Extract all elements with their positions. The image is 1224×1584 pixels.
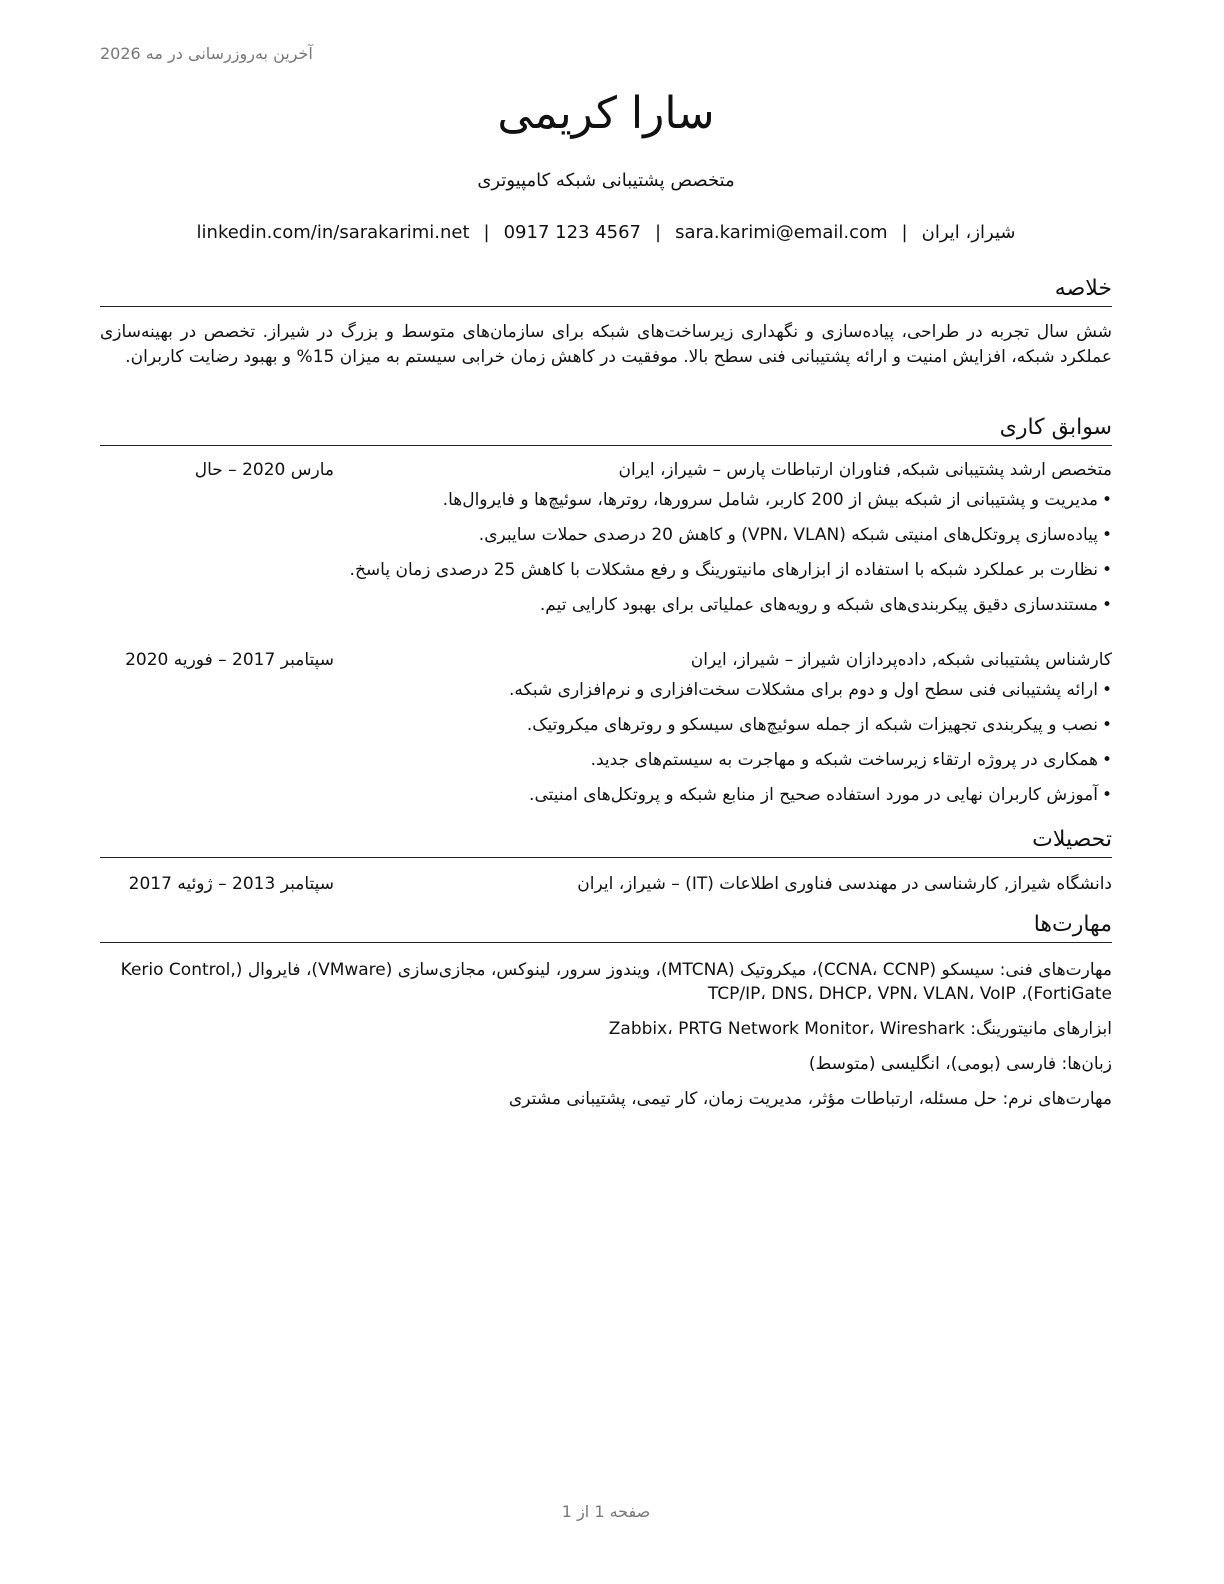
job-title: متخصص ارشد پشتیبانی شبکه, فناوران ارتباطات پارس – شیراز، ایران	[618, 460, 1112, 480]
job-entry-header	[100, 458, 1112, 482]
bullet-icon: •	[1101, 715, 1112, 735]
skills-languages: زبان‌ها: فارسی (بومی)، انگلیسی (متوسط)	[808, 1054, 1112, 1074]
education-dates: سپتامبر 2013 – ژوئیه 2017	[128, 874, 334, 894]
skills-soft: مهارت‌های نرم: حل مسئله، ارتباطات مؤثر، مدیریت زمان، کار تیمی، پشتیبانی مشتری	[508, 1089, 1112, 1109]
contact-separator: |	[483, 222, 490, 243]
job-bullet-text: مستندسازی دقیق پیکربندی‌های شبکه و رویه‌های عملیاتی برای بهبود کارایی تیم.	[539, 595, 1098, 615]
skills-monitoring: ابزارهای مانیتورینگ: Zabbix، PRTG Network Monitor، Wireshark	[608, 1019, 1112, 1039]
bullet-icon: •	[1101, 680, 1112, 700]
summary-text: شش سال تجربه در طراحی، پیاده‌سازی و نگهداری زیرساخت‌های شبکه برای سازمان‌های متوسط و بزرگ در شیراز. تخصص در بهینه‌سازی عملکرد شبکه، افزایش امنیت و ارائه پشتیبانی فنی سطح بالا. موفقیت در کاهش زمان خرابی سیستم به میزان 15% و بهبود رضایت کاربران.	[100, 322, 1112, 367]
job-bullet	[100, 713, 1112, 748]
job-bullet	[100, 523, 1112, 558]
job-bullet	[100, 678, 1112, 713]
summary-heading: خلاصه	[100, 274, 1112, 307]
last-updated-note: آخرین به‌روزرسانی در مه 2026	[100, 44, 313, 63]
job-bullet-text: ارائه پشتیبانی فنی سطح اول و دوم برای مشکلات سخت‌افزاری و نرم‌افزاری شبکه.	[508, 680, 1098, 700]
bullet-icon: •	[1101, 490, 1112, 510]
contact-separator: |	[901, 222, 908, 243]
job-bullet	[100, 593, 1112, 628]
bullet-icon: •	[1101, 750, 1112, 770]
skills-technical: مهارت‌های فنی: سیسکو (CCNA، CCNP)، میکروتیک (MTCNA)، ویندوز سرور، لینوکس، مجازی‌سازی (VMware)، فایروال (Kerio Control, FortiGate)، TCP/IP، DNS، DHCP، VPN، VLAN، VoIP	[120, 960, 1112, 1004]
page-number: صفحه 1 از 1	[561, 1502, 651, 1521]
job-bullet-text: مدیریت و پشتیبانی از شبکه بیش از 200 کاربر، شامل سرورها، روترها، سوئیچ‌ها و فایروال‌ها.	[442, 490, 1098, 510]
contact-separator: |	[655, 222, 662, 243]
job-bullet-list	[100, 488, 1112, 628]
contact-location: شیراز، ایران	[921, 222, 1016, 243]
experience-heading: سوابق کاری	[100, 413, 1112, 446]
contact-line	[100, 222, 1112, 243]
candidate-name: سارا کریمی	[497, 88, 715, 139]
job-bullet-text: پیاده‌سازی پروتکل‌های امنیتی شبکه (VPN، VLAN) و کاهش 20 درصدی حملات سایبری.	[478, 525, 1098, 545]
job-bullet	[100, 488, 1112, 523]
skills-heading: مهارت‌ها	[100, 910, 1112, 943]
job-bullet	[100, 748, 1112, 783]
education-title: دانشگاه شیراز, کارشناسی در مهندسی فناوری اطلاعات (IT) – شیراز، ایران	[577, 874, 1112, 894]
job-bullet	[100, 558, 1112, 593]
resume-page	[100, 0, 1112, 1584]
job-bullet-list	[100, 678, 1112, 818]
job-entry-header	[100, 648, 1112, 672]
job-dates: مارس 2020 – حال	[194, 460, 334, 480]
skills-list	[100, 958, 1112, 1122]
contact-phone[interactable]: 0917 123 4567	[503, 222, 642, 243]
job-bullet-text: نصب و پیکربندی تجهیزات شبکه از جمله سوئیچ‌های سیسکو و روترهای میکروتیک.	[526, 715, 1098, 735]
job-bullet	[100, 783, 1112, 818]
contact-linkedin[interactable]: linkedin.com/in/sarakarimi.net	[196, 222, 470, 243]
education-entry	[100, 872, 1112, 896]
education-heading: تحصیلات	[100, 825, 1112, 858]
job-bullet-text: همکاری در پروژه ارتقاء زیرساخت شبکه و مهاجرت به سیستم‌های جدید.	[590, 750, 1098, 770]
contact-email[interactable]: sara.karimi@email.com	[675, 222, 888, 243]
bullet-icon: •	[1101, 560, 1112, 580]
job-dates: سپتامبر 2017 – فوریه 2020	[125, 650, 334, 670]
bullet-icon: •	[1101, 785, 1112, 805]
job-title: کارشناس پشتیبانی شبکه, داده‌پردازان شیراز – شیراز، ایران	[690, 650, 1112, 670]
bullet-icon: •	[1101, 525, 1112, 545]
job-bullet-text: آموزش کاربران نهایی در مورد استفاده صحیح از منابع شبکه و پروتکل‌های امنیتی.	[529, 785, 1098, 805]
bullet-icon: •	[1101, 595, 1112, 615]
job-bullet-text: نظارت بر عملکرد شبکه با استفاده از ابزارهای مانیتورینگ و رفع مشکلات با کاهش 25 درصدی زمان پاسخ.	[349, 560, 1098, 580]
candidate-role: متخصص پشتیبانی شبکه کامپیوتری	[477, 170, 735, 191]
